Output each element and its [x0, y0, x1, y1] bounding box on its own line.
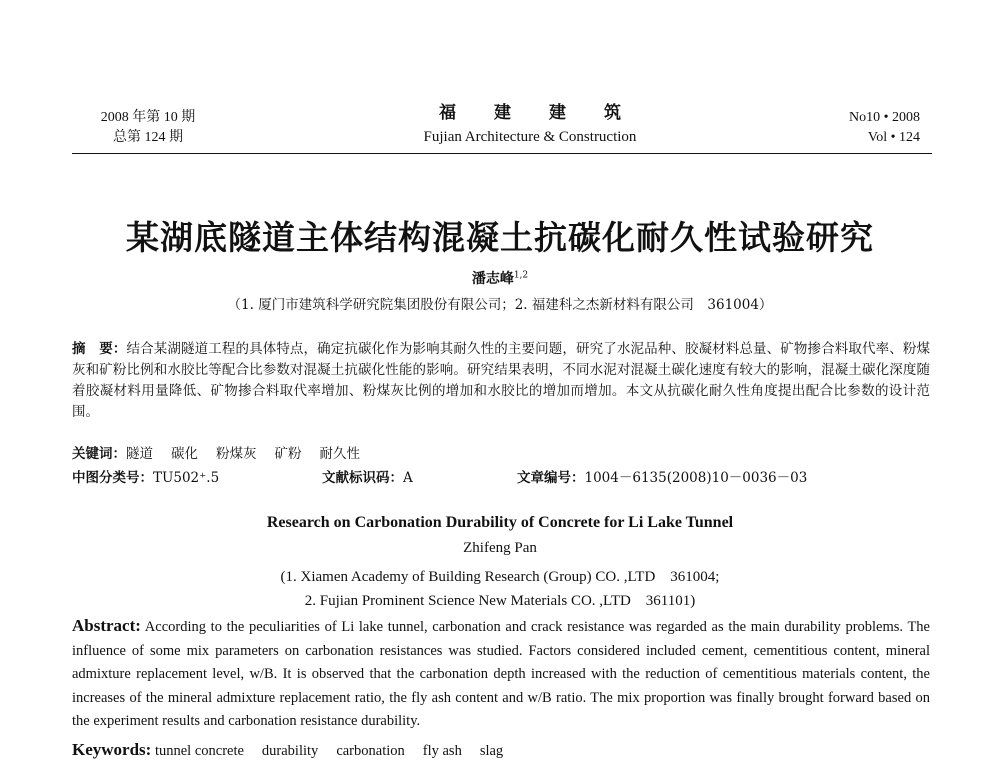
document-code-label: 文献标识码：	[322, 470, 403, 486]
keyword-en: tunnel concrete	[154, 743, 244, 759]
clc-code	[72, 470, 219, 486]
keyword-en: durability	[261, 743, 319, 759]
article-number	[517, 466, 807, 486]
affiliation-cn: （1. 厦门市建筑科学研究院集团股份有限公司；2. 福建科之杰新材料有限公司 361004）	[227, 297, 773, 313]
header-rule	[72, 153, 932, 154]
affiliation-en-2: 2. Fujian Prominent Science New Materials CO. ,LTD 361101)	[304, 593, 696, 609]
author-affil-sup: 1,2	[513, 270, 529, 281]
clc-label: 中图分类号：	[72, 470, 153, 486]
abstract-cn	[72, 339, 930, 423]
keywords-cn	[72, 442, 378, 462]
abstract-cn-text: 结合某湖隧道工程的具体特点，确定抗碳化作为影响其耐久性的主要问题，研究了水泥品种、胶凝材料总量、矿物掺合料取代率、粉煤灰和矿粉比例和水胶比等配合比参数对混凝土抗碳化性能的影响。研究结果表明，不同水泥对混凝土碳化速度有较大的影响，混凝土碳化深度随着胶凝材料用量降低、矿物掺合料取代率增加、粉煤灰比例的增加和水胶比的增加而增加。本文从抗碳化耐久性角度提出配合比参数的设计范围。	[72, 341, 930, 420]
article-number-label: 文章编号：	[517, 470, 585, 486]
keyword-cn: 耐久性	[319, 446, 360, 462]
keyword-cn: 粉煤灰	[216, 446, 257, 462]
keyword-cn: 矿粉	[274, 446, 302, 462]
issue-info	[78, 108, 218, 148]
abstract-en-text: According to the peculiarities of Li lake tunnel, carbonation and crack resistance was regarded as the main durability problems. The influence of some mix parameters on carbonation resistances was studied. Factors considered included cement, cementitious content, mineral admixture replacement level, w/B. It is observed that the carbonation depth increased with the reduction of cementitious materials content, the increases of the mineral admixture replacement ratio, the fly ash content and w/B ratio. The mix proportion was finally brought forward based on the experiment results and carbonation resistance durability.	[72, 619, 930, 729]
keyword-cn: 碳化	[171, 446, 198, 462]
keywords-en-label: Keywords:	[72, 740, 152, 759]
paper-title-cn: 某湖底隧道主体结构混凝土抗碳化耐久性试验研究	[126, 218, 874, 257]
keywords-cn-label: 关键词：	[72, 446, 126, 462]
paper-title-en: Research on Carbonation Durability of Concrete for Li Lake Tunnel	[266, 514, 734, 531]
keyword-cn: 隧道	[126, 446, 153, 462]
keywords-en	[72, 740, 521, 760]
journal-name-en: Fujian Architecture & Construction	[423, 129, 637, 145]
author-name-cn: 潘志峰	[471, 271, 514, 287]
author-cn	[0, 268, 1000, 288]
volume-info	[820, 108, 920, 148]
abstract-cn-label: 摘 要：	[72, 341, 127, 357]
affiliation-en-1: (1. Xiamen Academy of Building Research (Group) CO. ,LTD 361004;	[280, 569, 720, 585]
classification-row	[72, 466, 932, 486]
keyword-en: slag	[479, 743, 504, 759]
document-code	[322, 466, 413, 486]
author-en: Zhifeng Pan	[463, 540, 537, 556]
clc-value: TU502⁺.5	[153, 470, 220, 486]
abstract-en-label: Abstract:	[72, 616, 141, 635]
journal-name-cn: 福建建筑	[439, 103, 659, 122]
issue-no: No10 • 2008	[848, 110, 920, 125]
issue-total-number: 总第 124 期	[113, 130, 183, 145]
document-code-value: A	[403, 470, 413, 486]
abstract-en	[72, 614, 930, 734]
keyword-en: fly ash	[422, 743, 462, 759]
issue-year-number: 2008 年第 10 期	[100, 110, 196, 125]
journal-name	[380, 103, 680, 147]
article-number-value: 1004－6135(2008)10－0036－03	[584, 470, 808, 486]
keyword-en: carbonation	[336, 743, 405, 759]
volume-no: Vol • 124	[867, 130, 920, 145]
